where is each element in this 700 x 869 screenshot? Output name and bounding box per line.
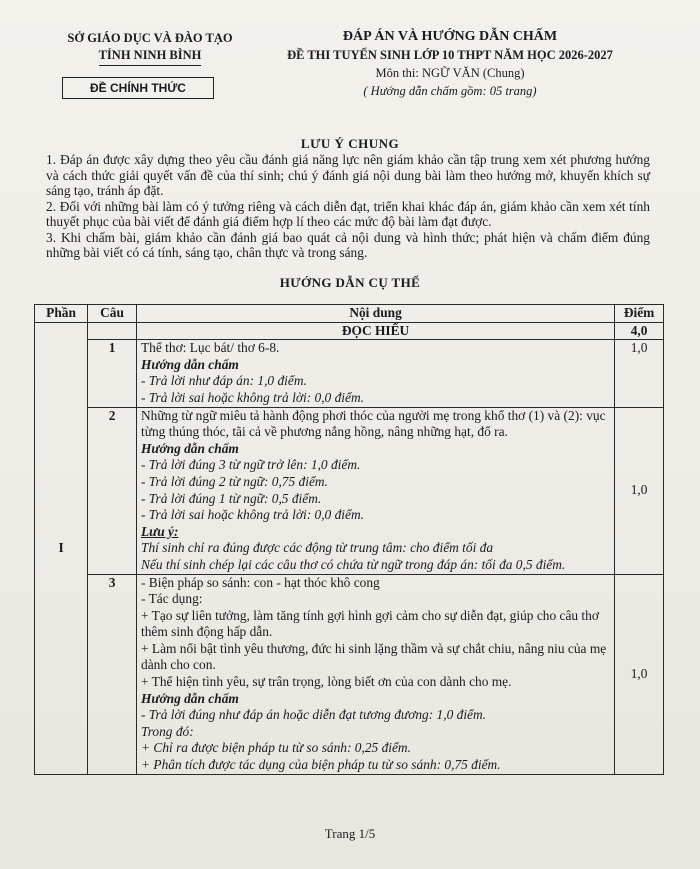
table-row <box>35 407 664 574</box>
official-exam-box: ĐỀ CHÍNH THỨC <box>62 77 214 99</box>
question-score: 1,0 <box>615 340 664 407</box>
table-header-row <box>35 305 664 323</box>
section-score: 4,0 <box>615 322 664 340</box>
document-heading <box>240 28 660 100</box>
header-content: Nội dung <box>137 305 615 323</box>
answer-content: - Biện pháp so sánh: con - hạt thóc khô cong - Tác dụng: + Tạo sự liên tưởng, làm tăng tính gợi hình gợi cảm cho sự diễn đạt, giúp cho câu thơ thêm sinh động hấp dẫn. + Làm nổi bật tình yêu thương, đức hi sinh lặng thầm và sự chắt chiu, nâng niu của mẹ dành cho con. + Thể hiện tình yêu, sự trân trọng, lòng biết ơn của con dành cho mẹ. Hướng dẫn chấm - Trả lời đúng như đáp án hoặc diễn đạt tương đương: 1,0 điểm. Trong đó: + Chỉ ra được biện pháp tu từ so sánh: 0,25 điểm. + Phân tích được tác dụng của biện pháp tu từ so sánh: 0,75 điểm. <box>137 574 615 774</box>
department-name: SỞ GIÁO DỤC VÀ ĐÀO TẠO <box>67 31 233 45</box>
document-title: ĐÁP ÁN VÀ HƯỚNG DẪN CHẤM <box>342 29 558 44</box>
province-name: TỈNH NINH BÌNH <box>99 47 202 66</box>
question-score: 1,0 <box>615 574 664 774</box>
exam-name: ĐỀ THI TUYỂN SINH LỚP 10 THPT NĂM HỌC 2026-2027 <box>287 48 613 62</box>
header-question: Câu <box>88 305 137 323</box>
question-score: 1,0 <box>615 407 664 574</box>
part-number: I <box>35 322 88 774</box>
question-number: 1 <box>88 340 137 407</box>
question-number: 3 <box>88 574 137 774</box>
header-score: Điểm <box>615 305 664 323</box>
general-note-1: 1. Đáp án được xây dựng theo yêu cầu đánh giá năng lực nên giám khảo cần tập trung xem xét phương hướng và cách thức giải quyết vấn đề của thí sinh; chú ý đánh giá nội dung bài làm theo hướng mở, khuyến khích sự sáng tạo, tránh áp đặt. <box>46 152 650 198</box>
answer-content: Những từ ngữ miêu tả hành động phơi thóc của người mẹ trong khổ thơ (1) và (2): vục từng thúng thóc, tãi cả về phương nắng hồng, nâng những hạt, đổ ra. Hướng dẫn chấm - Trả lời đúng 3 từ ngữ trở lên: 1,0 điểm. - Trả lời đúng 2 từ ngữ: 0,75 điểm. - Trả lời đúng 1 từ ngữ: 0,5 điểm. - Trả lời sai hoặc không trả lời: 0,0 điểm. Lưu ý: Thí sinh chỉ ra đúng được các động từ trung tâm: cho điểm tối đa Nếu thí sinh chép lại các câu thơ có chứa từ ngữ trong đáp án: tối đa 0,5 điểm. <box>137 407 615 574</box>
general-note-3: 3. Khi chấm bài, giám khảo cần đánh giá bao quát cả nội dung và hình thức; phát hiện và chấm điểm đúng những bài viết có cá tính, sáng tạo, chân thực và trong sáng. <box>46 229 650 260</box>
header-part: Phần <box>35 305 88 323</box>
question-number: 2 <box>88 407 137 574</box>
general-notes-title: LƯU Ý CHUNG <box>300 136 400 151</box>
general-notes <box>46 152 650 261</box>
table-row <box>35 340 664 407</box>
section-row <box>35 322 664 340</box>
detailed-guide-title: HƯỚNG DẪN CỤ THỂ <box>279 275 421 290</box>
page-number: Trang 1/5 <box>324 826 376 841</box>
table-row <box>35 574 664 774</box>
section-name: ĐỌC HIỂU <box>137 322 615 340</box>
issuing-authority <box>50 30 250 66</box>
grading-table <box>34 304 664 775</box>
page-count-note: ( Hướng dẫn chấm gồm: 05 trang) <box>363 84 537 98</box>
answer-content: Thể thơ: Lục bát/ thơ 6-8. Hướng dẫn chấm - Trả lời như đáp án: 1,0 điểm. - Trả lời sai hoặc không trả lời: 0,0 điểm. <box>137 340 615 407</box>
general-note-2: 2. Đối với những bài làm có ý tưởng riêng và cách diễn đạt, triển khai khác đáp án, giám khảo cần xem xét tính thuyết phục của bài viết để đánh giá điểm hợp lí theo các mức độ bài làm đạt được. <box>46 198 650 229</box>
subject-line: Môn thi: NGỮ VĂN (Chung) <box>375 66 525 80</box>
